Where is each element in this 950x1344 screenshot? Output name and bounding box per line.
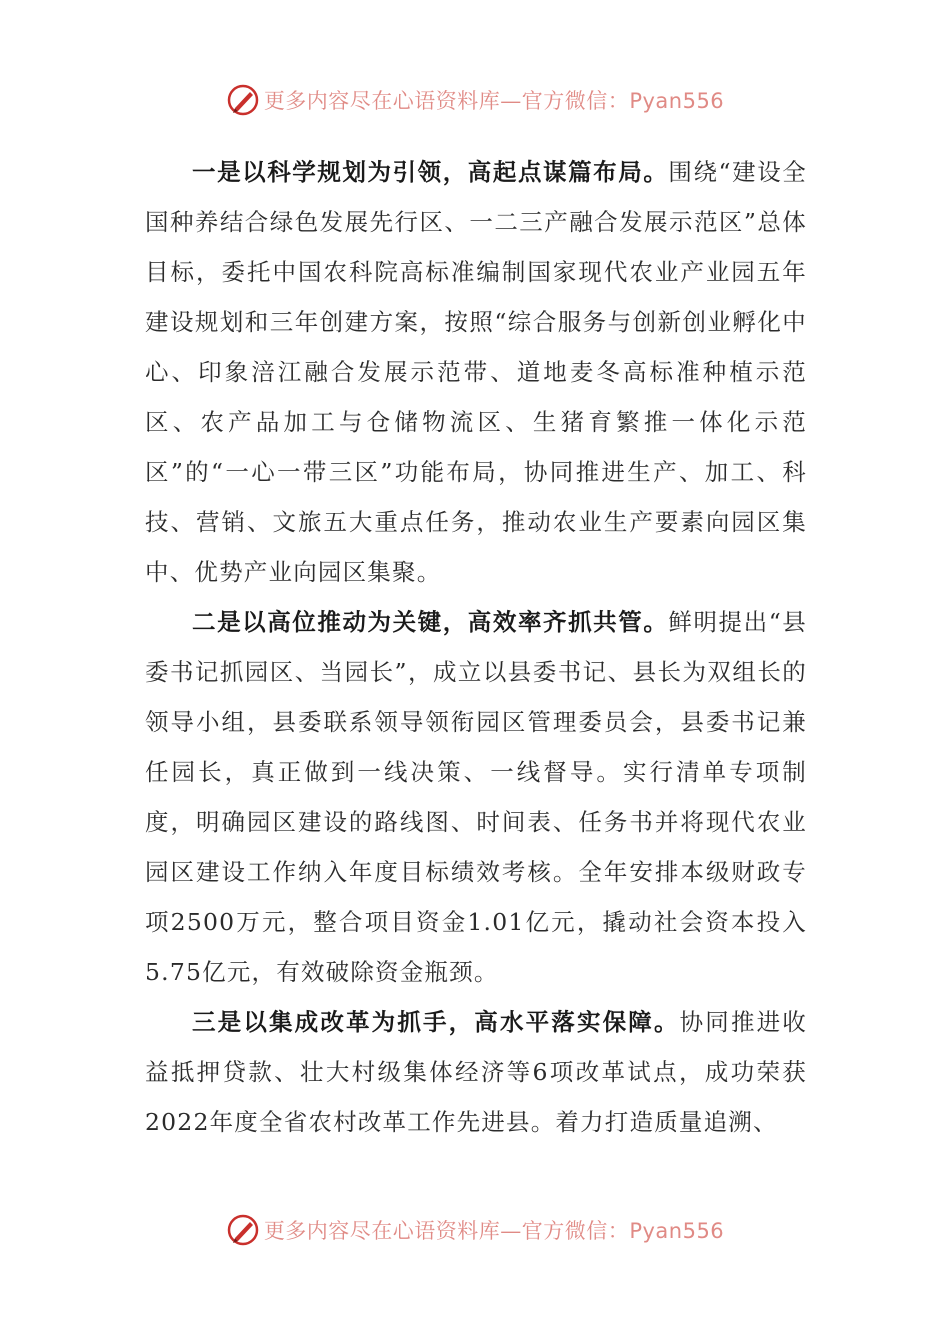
banner-text: 更多内容尽在心语资料库—官方微信：Pyan556 — [263, 89, 725, 113]
paragraph-1-body: 围绕“建设全国种养结合绿色发展先行区、一二三产融合发展示范区”总体目标，委托中国农科院高标准编制国家现代农业产业园五年建设规划和三年创建方案，按照“综合服务与创新创业孵化中心、印象涪江融合发展示范带、道地麦冬高标准种植示范区、农产品加工与仓储物流区、生猪育繁推一体化示范区”的“一心一带三区”功能布局，协同推进生产、加工、科技、营销、文旅五大重点任务，推动农业生产要素向园区集中、优势产业向园区集聚。 — [145, 158, 807, 586]
banner-handle: Pyan556 — [629, 1219, 725, 1243]
document-body — [145, 147, 807, 1147]
banner-text: 更多内容尽在心语资料库—官方微信：Pyan556 — [263, 1219, 725, 1243]
paragraph-1-lead: 一是以科学规划为引领，高起点谋篇布局。 — [192, 158, 669, 186]
pen-logo-icon — [226, 1213, 260, 1247]
paragraph-3-body: 协同推进收益抵押贷款、壮大村级集体经济等6项改革试点，成功荣获2022年度全省农村改革工作先进县。着力打造质量追溯、 — [145, 1008, 807, 1136]
paragraph-2 — [145, 597, 807, 997]
paragraph-2-lead: 二是以高位推动为关键，高效率齐抓共管。 — [192, 608, 669, 636]
paragraph-2-body: 鲜明提出“县委书记抓园区、当园长”，成立以县委书记、县长为双组长的领导小组，县委联系领导领衔园区管理委员会，县委书记兼任园长，真正做到一线决策、一线督导。实行清单专项制度，明确园区建设的路线图、时间表、任务书并将现代农业园区建设工作纳入年度目标绩效考核。全年安排本级财政专项2500万元，整合项目资金1.01亿元，撬动社会资本投入5.75亿元，有效破除资金瓶颈。 — [145, 608, 807, 986]
footer-banner — [0, 1210, 950, 1250]
paragraph-3 — [145, 997, 807, 1147]
paragraph-3-lead: 三是以集成改革为抓手，高水平落实保障。 — [192, 1008, 680, 1036]
paragraph-1 — [145, 147, 807, 597]
pen-logo-icon — [226, 83, 260, 117]
header-banner — [0, 80, 950, 120]
banner-handle: Pyan556 — [629, 89, 725, 113]
